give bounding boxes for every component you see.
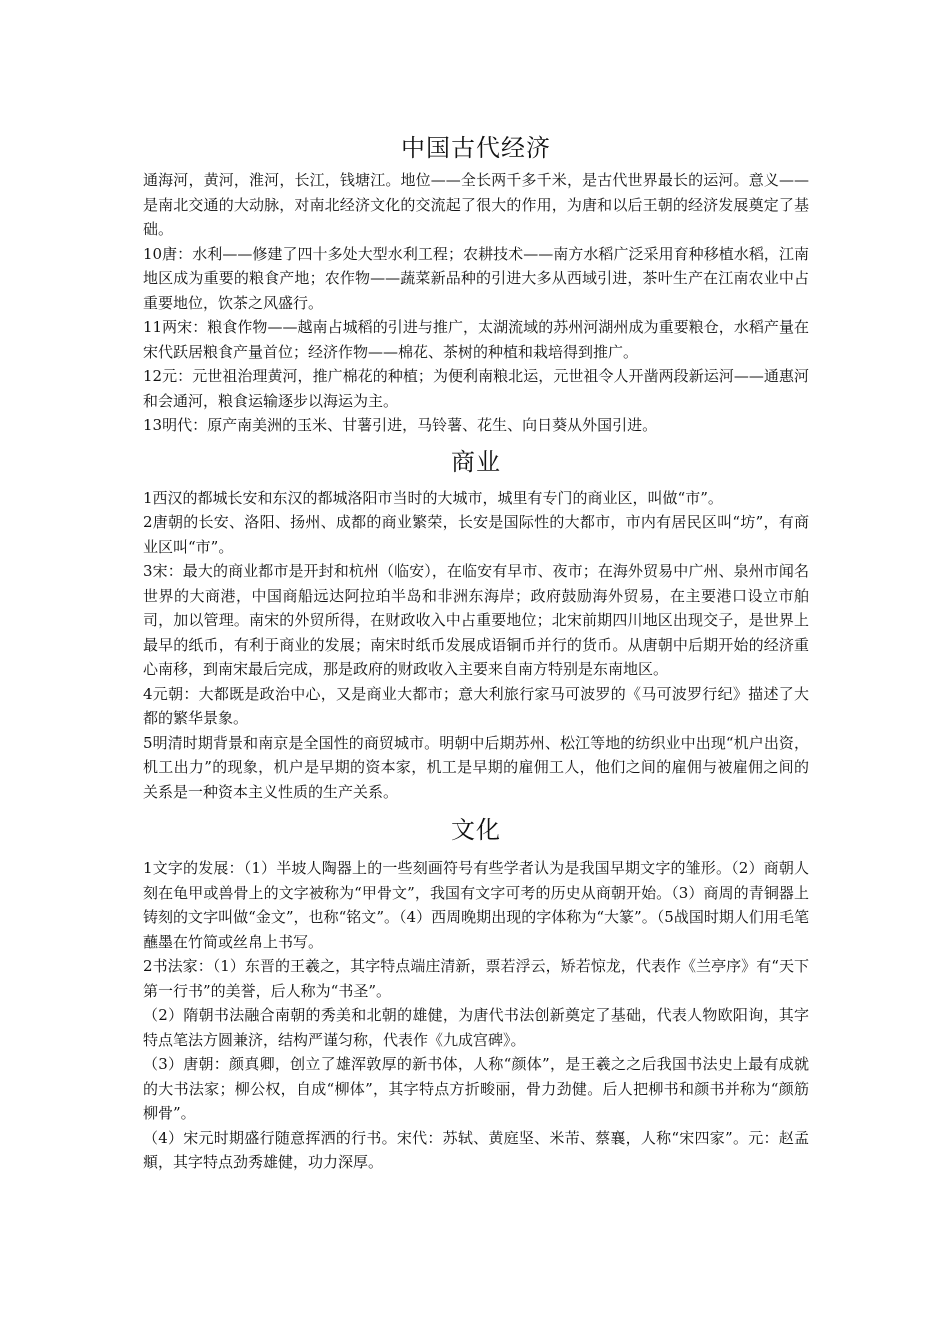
paragraph: 11两宋：粮食作物——越南占城稻的引进与推广，太湖流域的苏州河湖州成为重要粮仓，水稻产量在宋代跃居粮食产量首位；经济作物——棉花、茶树的种植和栽培得到推广。 — [143, 318, 809, 361]
paragraph: 2书法家：（1）东晋的王羲之，其字特点端庄清新，票若浮云，矫若惊龙，代表作《兰亭序》有“天下第一行书”的美誉，后人称为“书圣”。 — [143, 957, 809, 1000]
document-page — [143, 126, 809, 1175]
section-economy-body — [143, 168, 809, 438]
paragraph: 4元朝：大都既是政治中心，又是商业大都市；意大利旅行家马可波罗的《马可波罗行纪》描述了大都的繁华景象。 — [143, 684, 809, 727]
paragraph: （3）唐朝：颜真卿，创立了雄浑敦厚的新书体，人称“颜体”，是王羲之之后我国书法史上最有成就的大书法家；柳公权，自成“柳体”，其字特点方折畯丽，骨力劲健。后人把柳书和颜书并称为“颜筋柳骨”。 — [143, 1055, 809, 1122]
section-title-culture: 文化 — [451, 816, 501, 844]
section-title-economy: 中国古代经济 — [401, 134, 551, 162]
paragraph: 12元：元世祖治理黄河，推广棉花的种植；为便利南粮北运，元世祖令人开凿两段新运河——通惠河和会通河，粮食运输逐步以海运为主。 — [143, 367, 809, 410]
paragraph: 13明代：原产南美洲的玉米、甘薯引进，马铃薯、花生、向日葵从外国引进。 — [143, 416, 658, 434]
paragraph: 1西汉的都城长安和东汉的都城洛阳市当时的大城市，城里有专门的商业区，叫做“市”。 — [143, 488, 723, 507]
section-commerce-body — [143, 486, 809, 805]
paragraph: 1文字的发展：（1）半坡人陶器上的一些刻画符号有些学者认为是我国早期文字的雏形。（2）商朝人刻在龟甲或兽骨上的文字被称为“甲骨文”，我国有文字可考的历史从商朝开始。（3）商周的青铜器上铸刻的文字叫做“金文”，也称“铭文”。（4）西周晚期出现的字体称为“大篆”。（5战国时期人们用毛笔蘸墨在竹简或丝帛上书写。 — [143, 859, 809, 951]
section-title-commerce: 商业 — [451, 447, 501, 476]
paragraph: 10唐：水利——修建了四十多处大型水利工程；农耕技术——南方水稻广泛采用育种移植水稻，江南地区成为重要的粮食产地；农作物——蔬菜新品种的引进大多从西域引进，茶叶生产在江南农业中占重要地位，饮茶之风盛行。 — [143, 244, 809, 312]
paragraph: 3宋：最大的商业都市是开封和杭州（临安），在临安有早市、夜市；在海外贸易中广州、泉州市闻名世界的大商港，中国商船远达阿拉珀半岛和非洲东海岸；政府鼓励海外贸易，在主要港口设立市舶司，加以管理。南宋的外贸所得，在财政收入中占重要地位；北宋前期四川地区出现交子，是世界上最早的纸币，有利于商业的发展；南宋时纸币发展成语铜币并行的货币。从唐朝中后期开始的经济重心南移，到南宋最后完成，那是政府的财政收入主要来自南方特别是东南地区。 — [143, 562, 809, 678]
paragraph: 2唐朝的长安、洛阳、扬州、成都的商业繁荣，长安是国际性的大都市，市内有居民区叫“坊”，有商业区叫“市”。 — [143, 513, 809, 556]
section-culture-body — [143, 856, 809, 1175]
paragraph: 5明清时期背景和南京是全国性的商贸城市。明朝中后期苏州、松江等地的纺织业中出现“机户出资，机工出力”的现象，机户是早期的资本家，机工是早期的雇佣工人，他们之间的雇佣与被雇佣之间的关系是一种资本主义性质的生产关系。 — [143, 733, 809, 801]
paragraph: 通海河，黄河，淮河，长江，钱塘江。地位——全长两千多千米，是古代世界最长的运河。意义——是南北交通的大动脉，对南北经济文化的交流起了很大的作用，为唐和以后王朝的经济发展奠定了基础。 — [143, 171, 809, 238]
paragraph: （4）宋元时期盛行随意挥洒的行书。宋代：苏轼、黄庭坚、米芾、蔡襄，人称“宋四家”。元：赵孟頫，其字特点劲秀雄健，功力深厚。 — [143, 1128, 809, 1171]
paragraph: （2）隋朝书法融合南朝的秀美和北朝的雄健，为唐代书法创新奠定了基础，代表人物欧阳询，其字特点笔法方圆兼济，结构严谨匀称，代表作《九成宫碑》。 — [143, 1006, 809, 1049]
